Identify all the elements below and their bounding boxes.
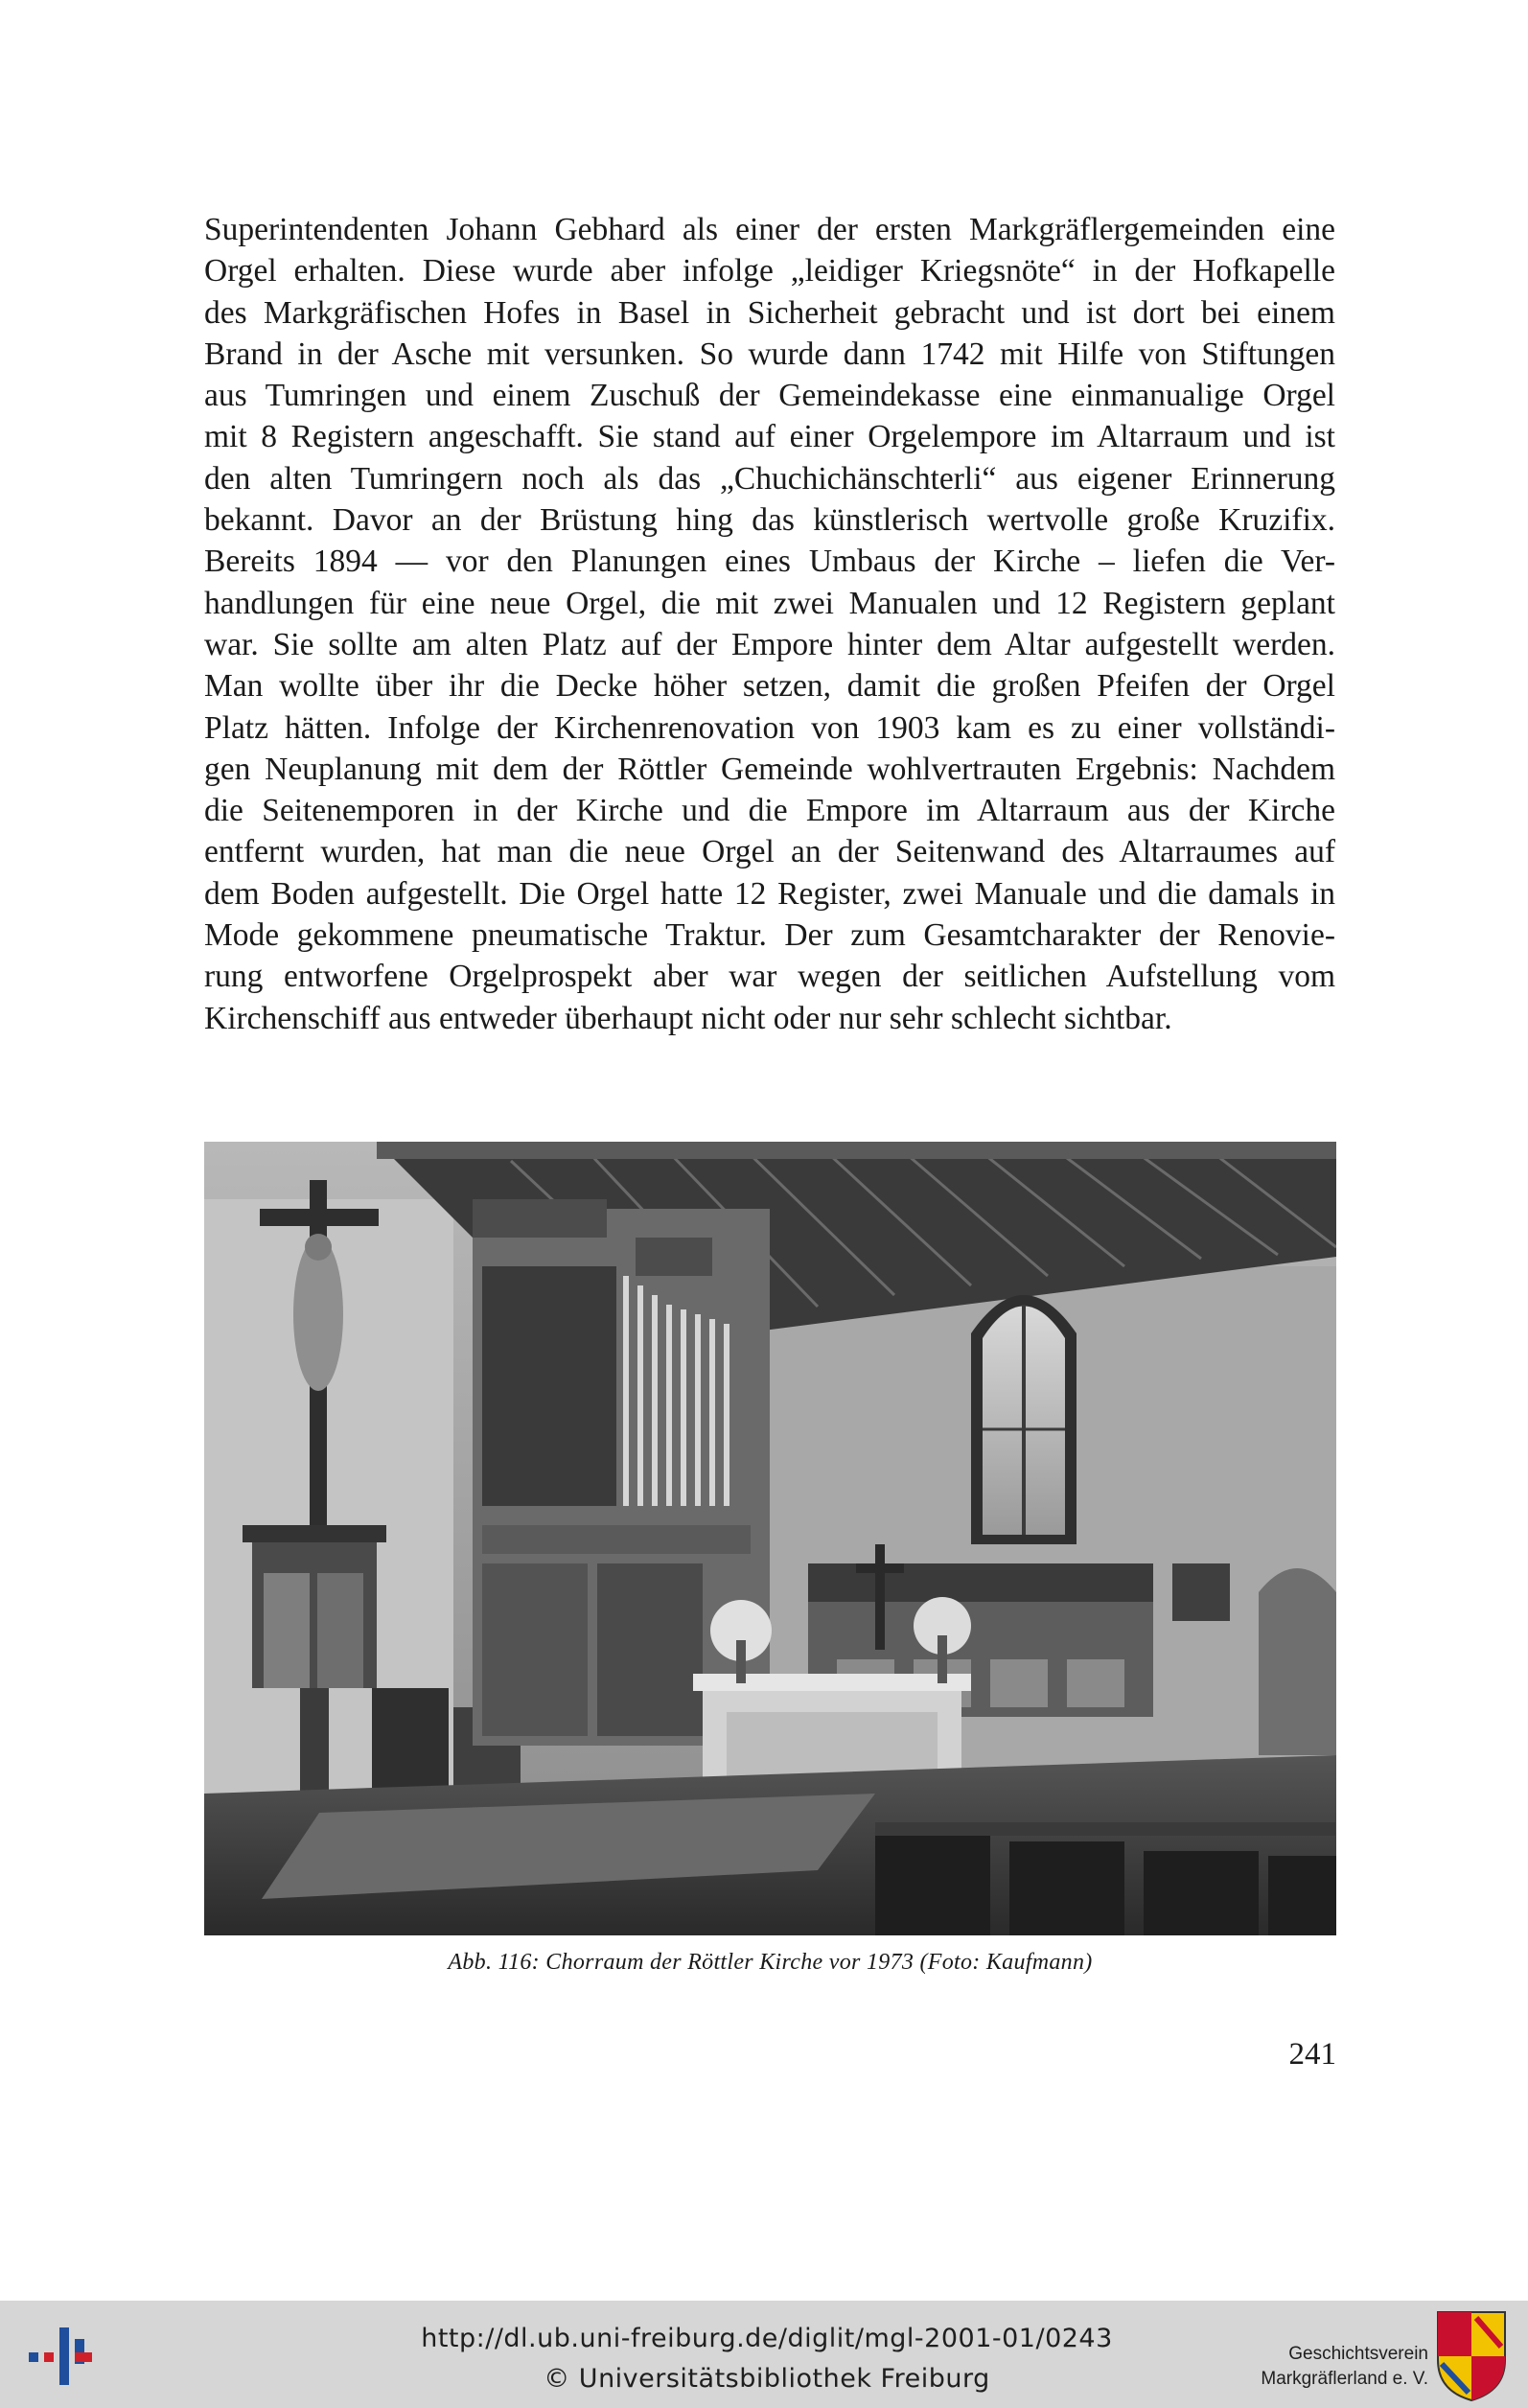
body-line: rung entworfene Orgelprospekt aber war wegen der seitlichen Aufstellung vom [204, 959, 1335, 995]
society-name-line2: Markgräflerland e. V. [1261, 2369, 1428, 2389]
figure-caption: Abb. 116: Chorraum der Röttler Kirche vor 1973 (Foto: Kaufmann) [448, 1950, 1093, 1975]
photo-illustration [204, 1142, 1336, 1935]
body-line: Platz hätten. Infolge der Kirchenrenovation von 1903 kam es zu einer vollständi- [204, 709, 1335, 746]
markgraeflerland-crest-icon [1434, 2308, 1509, 2402]
body-line: Kirchenschiff aus entweder überhaupt nicht oder nur sehr schlecht sichtbar. [204, 1000, 1172, 1036]
body-line: die Seitenemporen in der Kirche und die Empore im Altarraum aus der Kirche [204, 793, 1335, 829]
body-line: den alten Tumringern noch als das „Chuchichänschterli“ aus eigener Erinnerung [204, 460, 1335, 497]
body-line: Orgel erhalten. Diese wurde aber infolge „leidiger Kriegsnöte“ in der Hofkapelle [204, 253, 1335, 289]
body-text [204, 209, 1335, 1039]
body-line: gen Neuplanung mit dem der Röttler Gemeinde wohlvertrauten Ergebnis: Nachdem [204, 751, 1335, 787]
body-line: bekannt. Davor an der Brüstung hing das künstlerisch wertvolle große Kruzifix. [204, 502, 1335, 539]
society-name [1217, 2342, 1428, 2392]
body-line: mit 8 Registern angeschafft. Sie stand auf einer Orgelempore im Altarraum und ist [204, 419, 1335, 455]
page-number: 241 [1288, 2037, 1336, 2072]
body-line: Superintendenten Johann Gebhard als einer der ersten Markgräflergemeinden eine [204, 212, 1335, 247]
body-line: Bereits 1894 — vor den Planungen eines Umbaus der Kirche – liefen die Ver- [204, 544, 1335, 580]
body-line: Brand in der Asche mit versunken. So wurde dann 1742 mit Hilfe von Stiftungen [204, 336, 1335, 372]
body-line: Mode gekommene pneumatische Traktur. Der zum Gesamtcharakter der Renovie- [204, 917, 1335, 954]
body-line: des Markgräfischen Hofes in Basel in Sicherheit gebracht und ist dort bei einem [204, 294, 1335, 331]
church-chancel-photo [204, 1142, 1336, 1935]
body-line: Man wollte über ihr die Decke höher setzen, damit die großen Pfeifen der Orgel [204, 668, 1335, 705]
body-line: aus Tumringen und einem Zuschuß der Gemeindekasse eine einmanualige Orgel [204, 378, 1335, 414]
society-name-line1: Geschichtsverein [1288, 2344, 1428, 2364]
document-url-link[interactable]: http://dl.ub.uni-freiburg.de/diglit/mgl-2001-01/0243 [421, 2324, 1113, 2353]
body-line: war. Sie sollte am alten Platz auf der Empore hinter dem Altar aufgestellt werden. [204, 626, 1335, 662]
body-line: entfernt wurden, hat man die neue Orgel an der Seitenwand des Altarraumes auf [204, 834, 1335, 870]
body-line: dem Boden aufgestellt. Die Orgel hatte 12 Register, zwei Manuale und die damals in [204, 875, 1335, 912]
copyright-notice: © Universitätsbibliothek Freiburg [544, 2364, 990, 2394]
footer-bar [0, 2301, 1528, 2408]
universitaetsbibliothek-logo-icon [21, 2320, 98, 2393]
body-line: handlungen für eine neue Orgel, die mit zwei Manualen und 12 Registern geplant [204, 585, 1335, 621]
